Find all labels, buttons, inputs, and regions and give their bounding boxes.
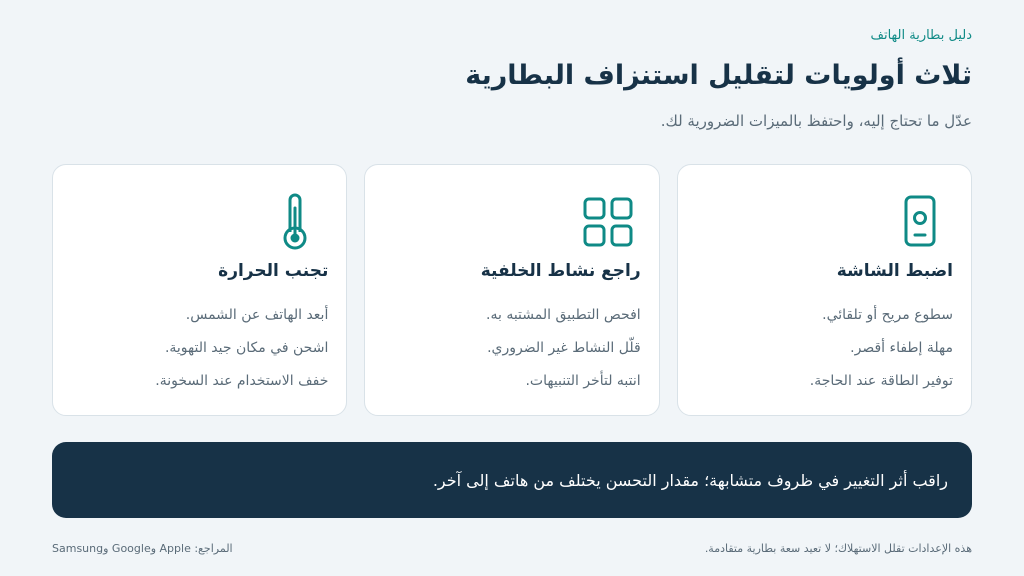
tip-banner-text: راقب أثر التغيير في ظروف متشابهة؛ مقدار التحسن يختلف من هاتف إلى آخر. — [432, 470, 948, 490]
list-item: خفف الاستخدام عند السخونة. — [155, 373, 329, 389]
card-background-activity — [364, 164, 659, 416]
footer-references: المراجع: Apple وGoogle وSamsung — [52, 542, 233, 555]
list-item: قلّل النشاط غير الضروري. — [487, 340, 641, 356]
card-list — [486, 305, 641, 404]
card-title: اضبط الشاشة — [836, 261, 953, 281]
list-item: مهلة إطفاء أقصر. — [850, 340, 953, 356]
thermometer-icon — [266, 191, 324, 253]
tip-banner — [52, 442, 972, 518]
list-item: افحص التطبيق المشتبه به. — [486, 307, 641, 323]
priority-cards — [52, 164, 972, 416]
card-list — [810, 305, 953, 404]
grid-icon — [579, 191, 637, 253]
card-screen — [677, 164, 972, 416]
card-title: تجنب الحرارة — [218, 261, 329, 281]
page-subtitle: عدّل ما تحتاج إليه، واحتفظ بالميزات الضرورية لك. — [660, 112, 972, 130]
list-item: أبعد الهاتف عن الشمس. — [185, 307, 329, 323]
page-title: ثلاث أولويات لتقليل استنزاف البطارية — [465, 60, 972, 91]
card-list — [155, 305, 328, 404]
card-title: راجع نشاط الخلفية — [480, 261, 641, 281]
list-item: سطوع مريح أو تلقائي. — [822, 307, 953, 323]
eyebrow-label: دليل بطارية الهاتف — [870, 28, 972, 43]
phone-icon — [891, 191, 949, 253]
list-item: انتبه لتأخر التنبيهات. — [525, 373, 641, 389]
footer-note: هذه الإعدادات تقلل الاستهلاك؛ لا تعيد سعة بطارية متقادمة. — [704, 542, 972, 555]
list-item: توفير الطاقة عند الحاجة. — [809, 373, 953, 389]
list-item: اشحن في مكان جيد التهوية. — [164, 340, 329, 356]
card-heat — [52, 164, 347, 416]
